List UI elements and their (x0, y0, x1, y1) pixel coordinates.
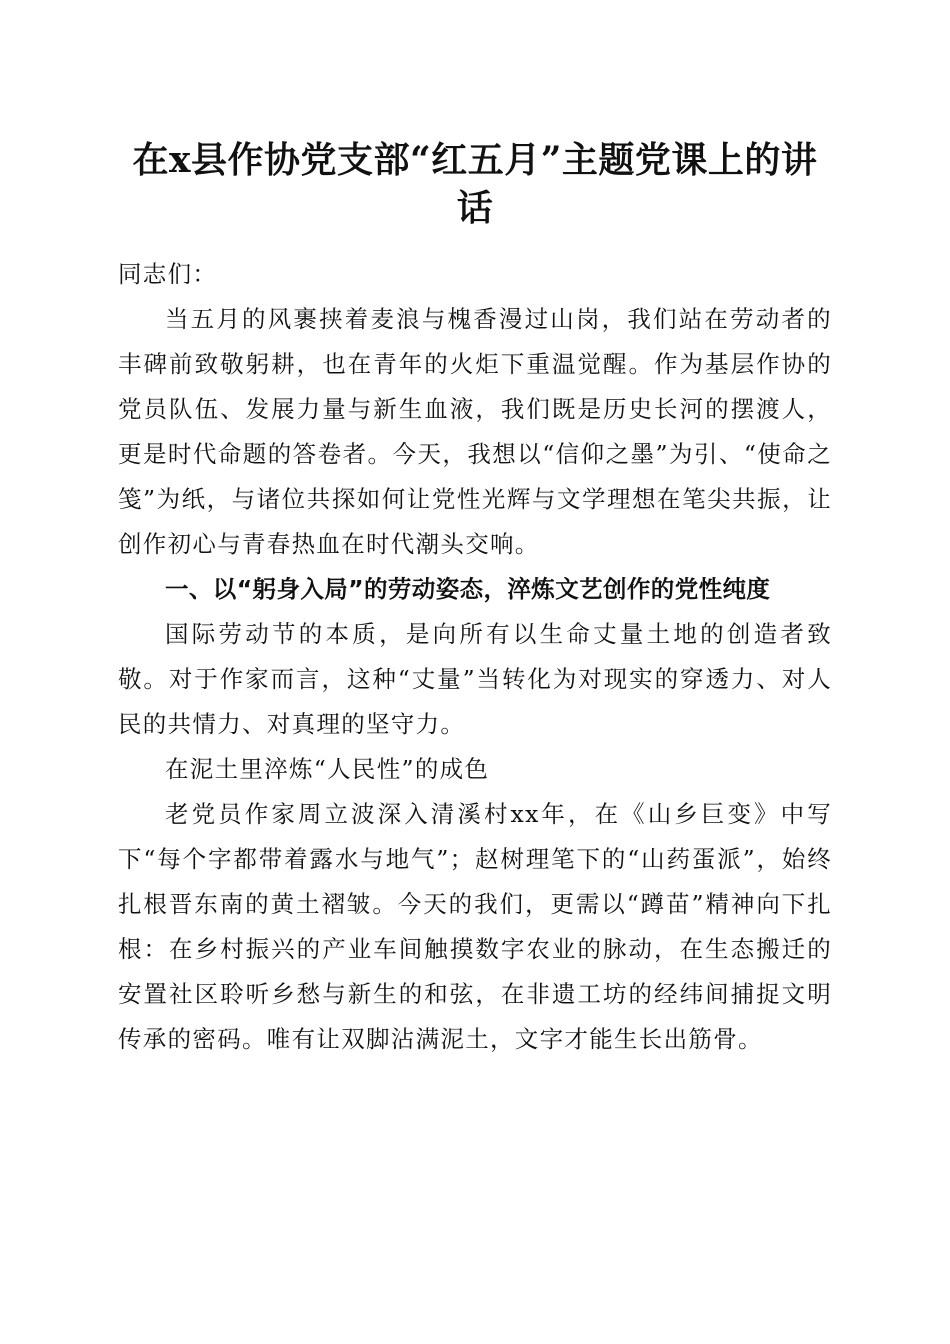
section-intro-paragraph: 国际劳动节的本质，是向所有以生命丈量土地的创造者致敬。对于作家而言，这种“丈量”当转化为对现实的穿透力、对人民的共情力、对真理的坚守力。 (118, 620, 832, 738)
document-title: 在x县作协党支部“红五月”主题党课上的讲话 (132, 139, 818, 229)
salutation: 同志们： (118, 260, 218, 288)
subsection-body-paragraph: 老党员作家周立波深入清溪村xx年，在《山乡巨变》中写下“每个字都带着露水与地气”；赵树理笔下的“山药蛋派”，始终扎根晋东南的黄土褶皱。今天的我们，更需以“蹲苗”精神向下扎根：在乡村振兴的产业车间触摸数字农业的脉动，在生态搬迁的安置社区聆听乡愁与新生的和弦，在非遗工坊的经纬间捕捉文明传承的密码。唯有让双脚沾满泥土，文字才能生长出筋骨。 (118, 800, 832, 1053)
opening-paragraph: 当五月的风裹挟着麦浪与槐香漫过山岗，我们站在劳动者的丰碑前致敬躬耕，也在青年的火炬下重温觉醒。作为基层作协的党员队伍、发展力量与新生血液，我们既是历史长河的摆渡人，更是时代命题的答卷者。今天，我想以“信仰之墨”为引、“使命之笺”为纸，与诸位共探如何让党性光辉与文学理想在笔尖共振，让创作初心与青春热血在时代潮头交响。 (118, 305, 832, 558)
document-body (118, 252, 832, 1062)
subsection-heading: 在泥土里淬炼“人民性”的成色 (165, 755, 490, 783)
section-heading: 一、以“躬身入局”的劳动姿态，淬炼文艺创作的党性纯度 (165, 575, 771, 603)
